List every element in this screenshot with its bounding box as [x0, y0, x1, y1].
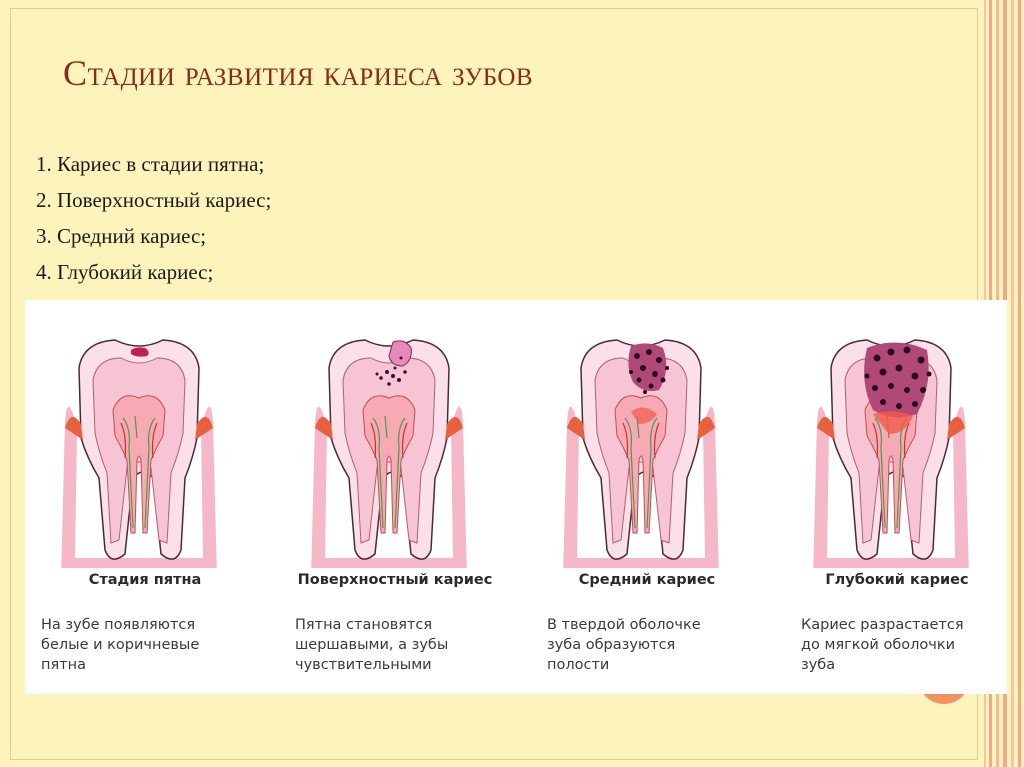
stage-list-item: 4. Глубокий кариес;: [36, 260, 214, 284]
stage-superficial: [275, 300, 515, 694]
stage-deep: [777, 300, 1017, 694]
stage-description: На зубе появляются белые и коричневые пятна: [41, 617, 200, 673]
stage-title: Глубокий кариес: [825, 572, 969, 588]
teeth-illustration-panel: [25, 300, 1007, 694]
stage-list-item: 2. Поверхностный кариес;: [36, 188, 272, 212]
stage-list-item: 1. Кариес в стадии пятна;: [36, 152, 265, 176]
tooth-medium-illustration: [527, 328, 767, 568]
stage-description: В твердой оболочке зуба образуются полости: [547, 617, 701, 673]
stage-list: [36, 146, 271, 290]
stage-list-item: 3. Средний кариес;: [36, 224, 207, 248]
stage-title: Поверхностный кариес: [297, 572, 493, 588]
stage-spot: [25, 300, 265, 694]
stage-description: Кариес разрастается до мягкой оболочки зуба: [801, 617, 964, 673]
page-title: Стадии развития кариеса зубов: [63, 53, 534, 93]
tooth-spot-illustration: [25, 328, 265, 568]
stage-medium: [527, 300, 767, 694]
stage-title: Стадия пятна: [88, 572, 202, 588]
tooth-superficial-illustration: [275, 328, 515, 568]
stage-description: Пятна становятся шершавыми, а зубы чувствительными: [295, 617, 449, 673]
tooth-deep-illustration: [777, 328, 1017, 568]
stage-title: Средний кариес: [578, 572, 716, 588]
